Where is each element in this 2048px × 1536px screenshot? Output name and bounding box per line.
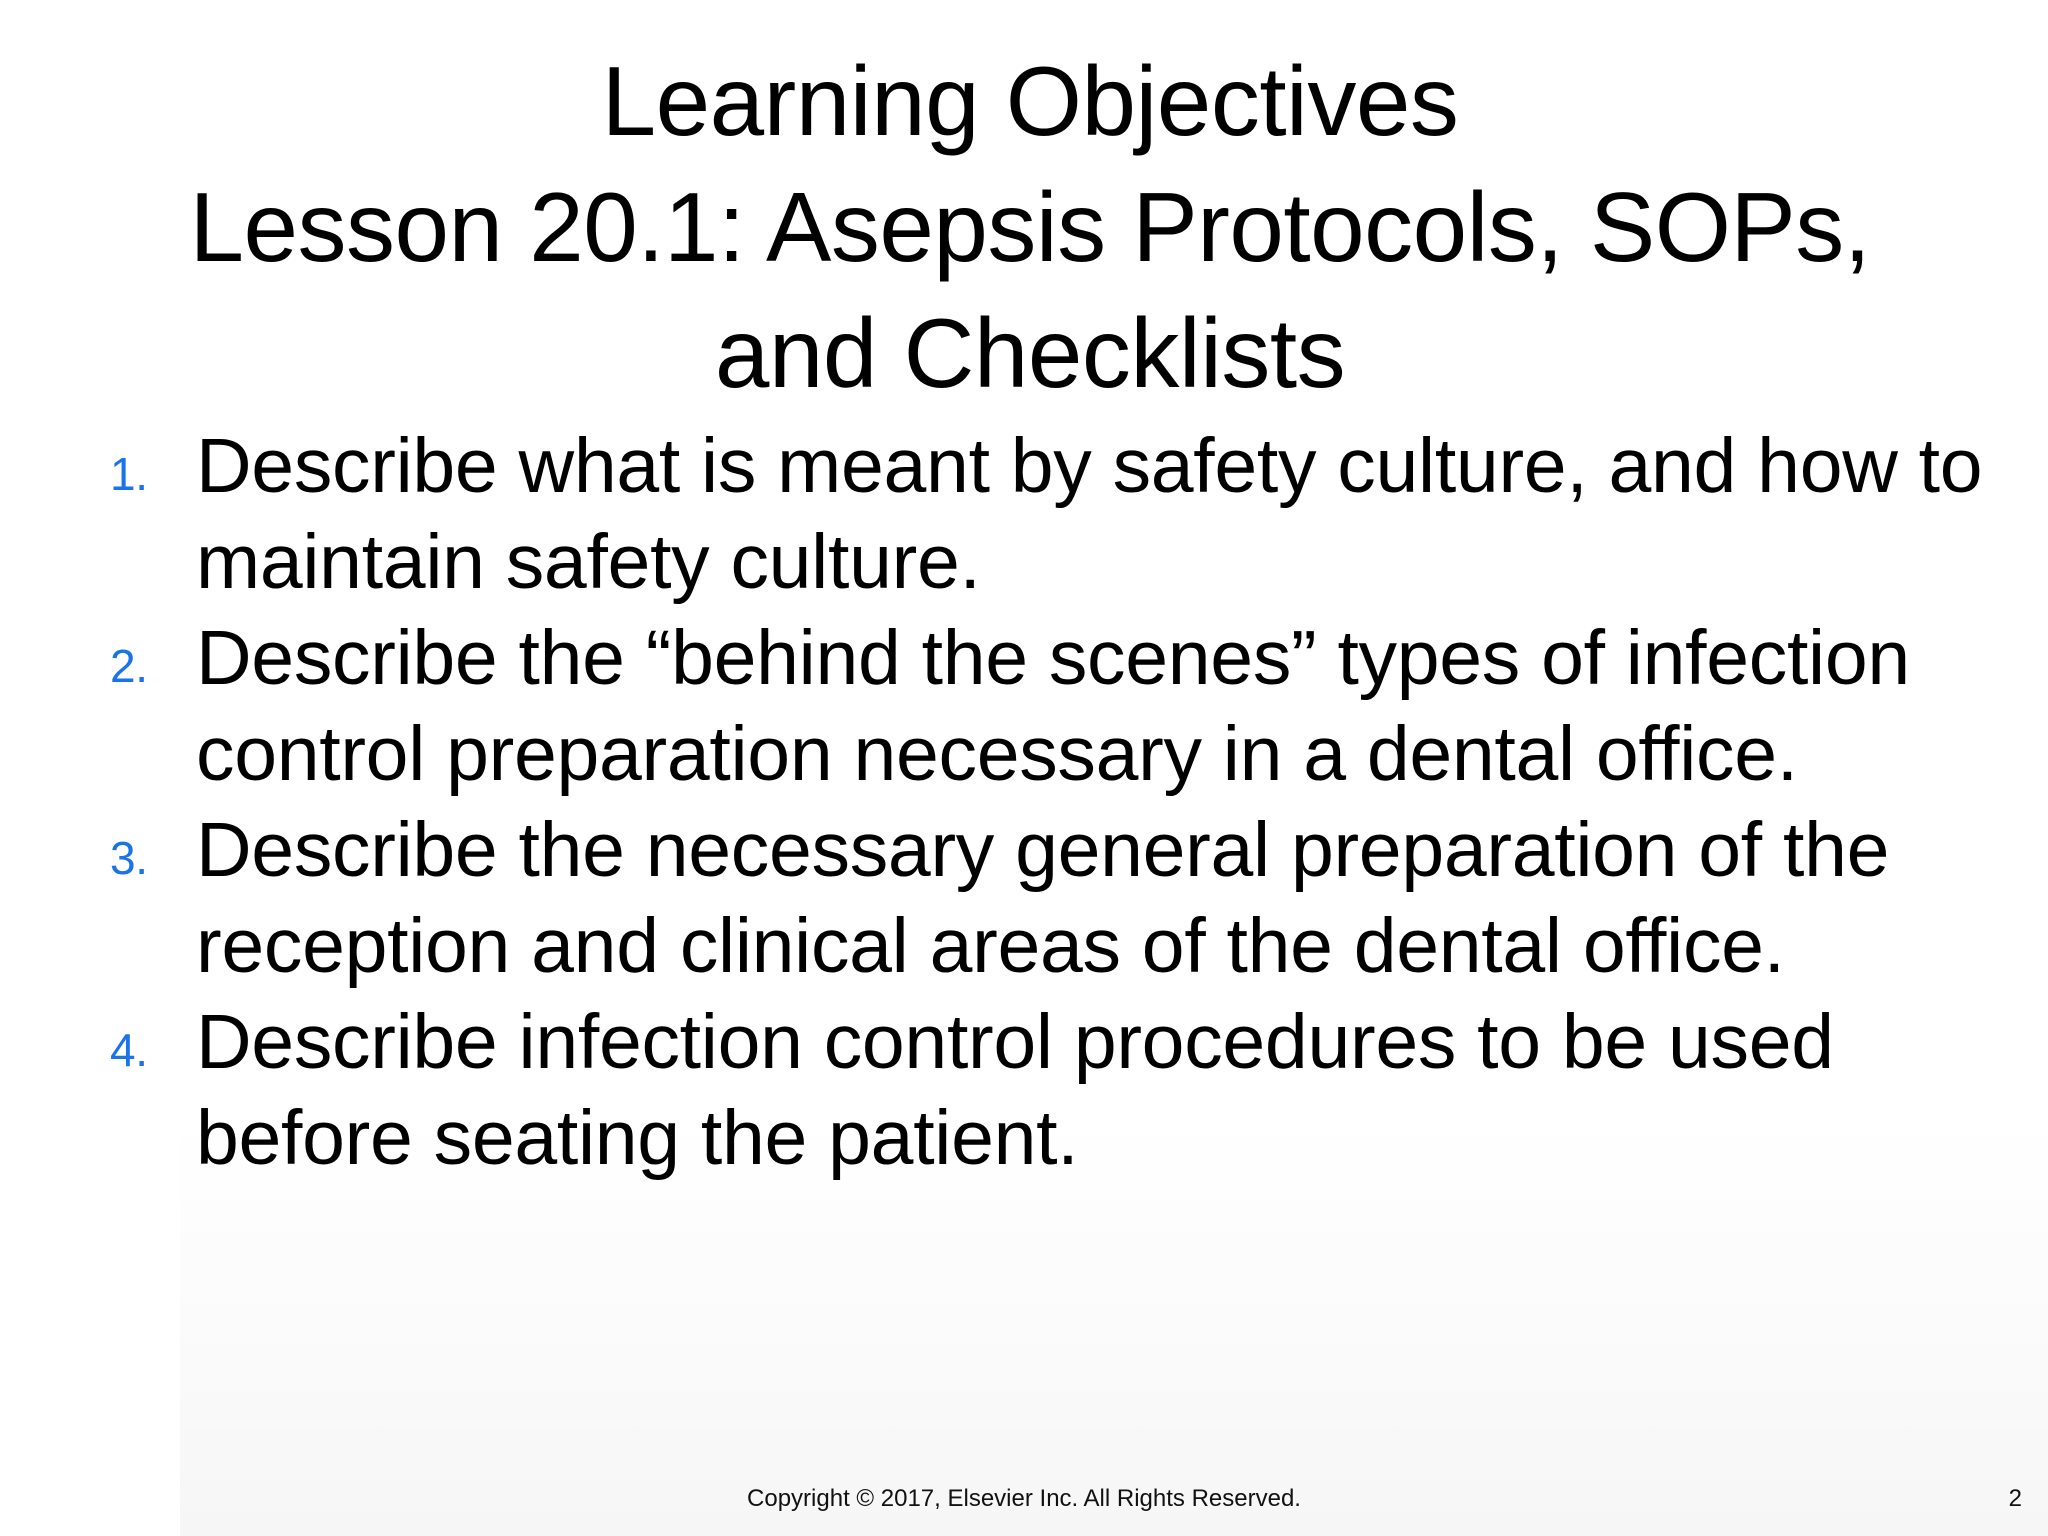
objective-number-3: 3. xyxy=(110,832,148,884)
learning-objectives-list xyxy=(110,418,2010,1186)
title-line-lesson: Lesson 20.1: Asepsis Protocols, SOPs, xyxy=(189,172,1871,282)
objective-text-2: Describe the “behind the scenes” types of infection control preparation necessary in a dental office. xyxy=(196,615,1910,797)
slide-page-number: 2 xyxy=(2008,1485,2022,1512)
learning-objective-4 xyxy=(110,994,2010,1186)
objective-number-2: 2. xyxy=(110,640,148,692)
objective-number-1: 1. xyxy=(110,448,148,500)
learning-objective-2 xyxy=(110,610,2010,802)
objective-text-3: Describe the necessary general preparation of the reception and clinical areas of the dental office. xyxy=(196,807,1890,989)
objective-text-4: Describe infection control procedures to be used before seating the patient. xyxy=(196,999,1834,1181)
title-line-checklists: and Checklists xyxy=(714,298,1346,408)
slide-title xyxy=(80,38,1980,416)
title-line-learning-objectives: Learning Objectives xyxy=(601,46,1459,156)
objective-text-1: Describe what is meant by safety culture, and how to maintain safety culture. xyxy=(196,423,1983,605)
learning-objective-3 xyxy=(110,802,2010,994)
copyright-notice: Copyright © 2017, Elsevier Inc. All Rights Reserved. xyxy=(747,1485,1301,1512)
objective-number-4: 4. xyxy=(110,1024,148,1076)
learning-objective-1 xyxy=(110,418,2010,610)
